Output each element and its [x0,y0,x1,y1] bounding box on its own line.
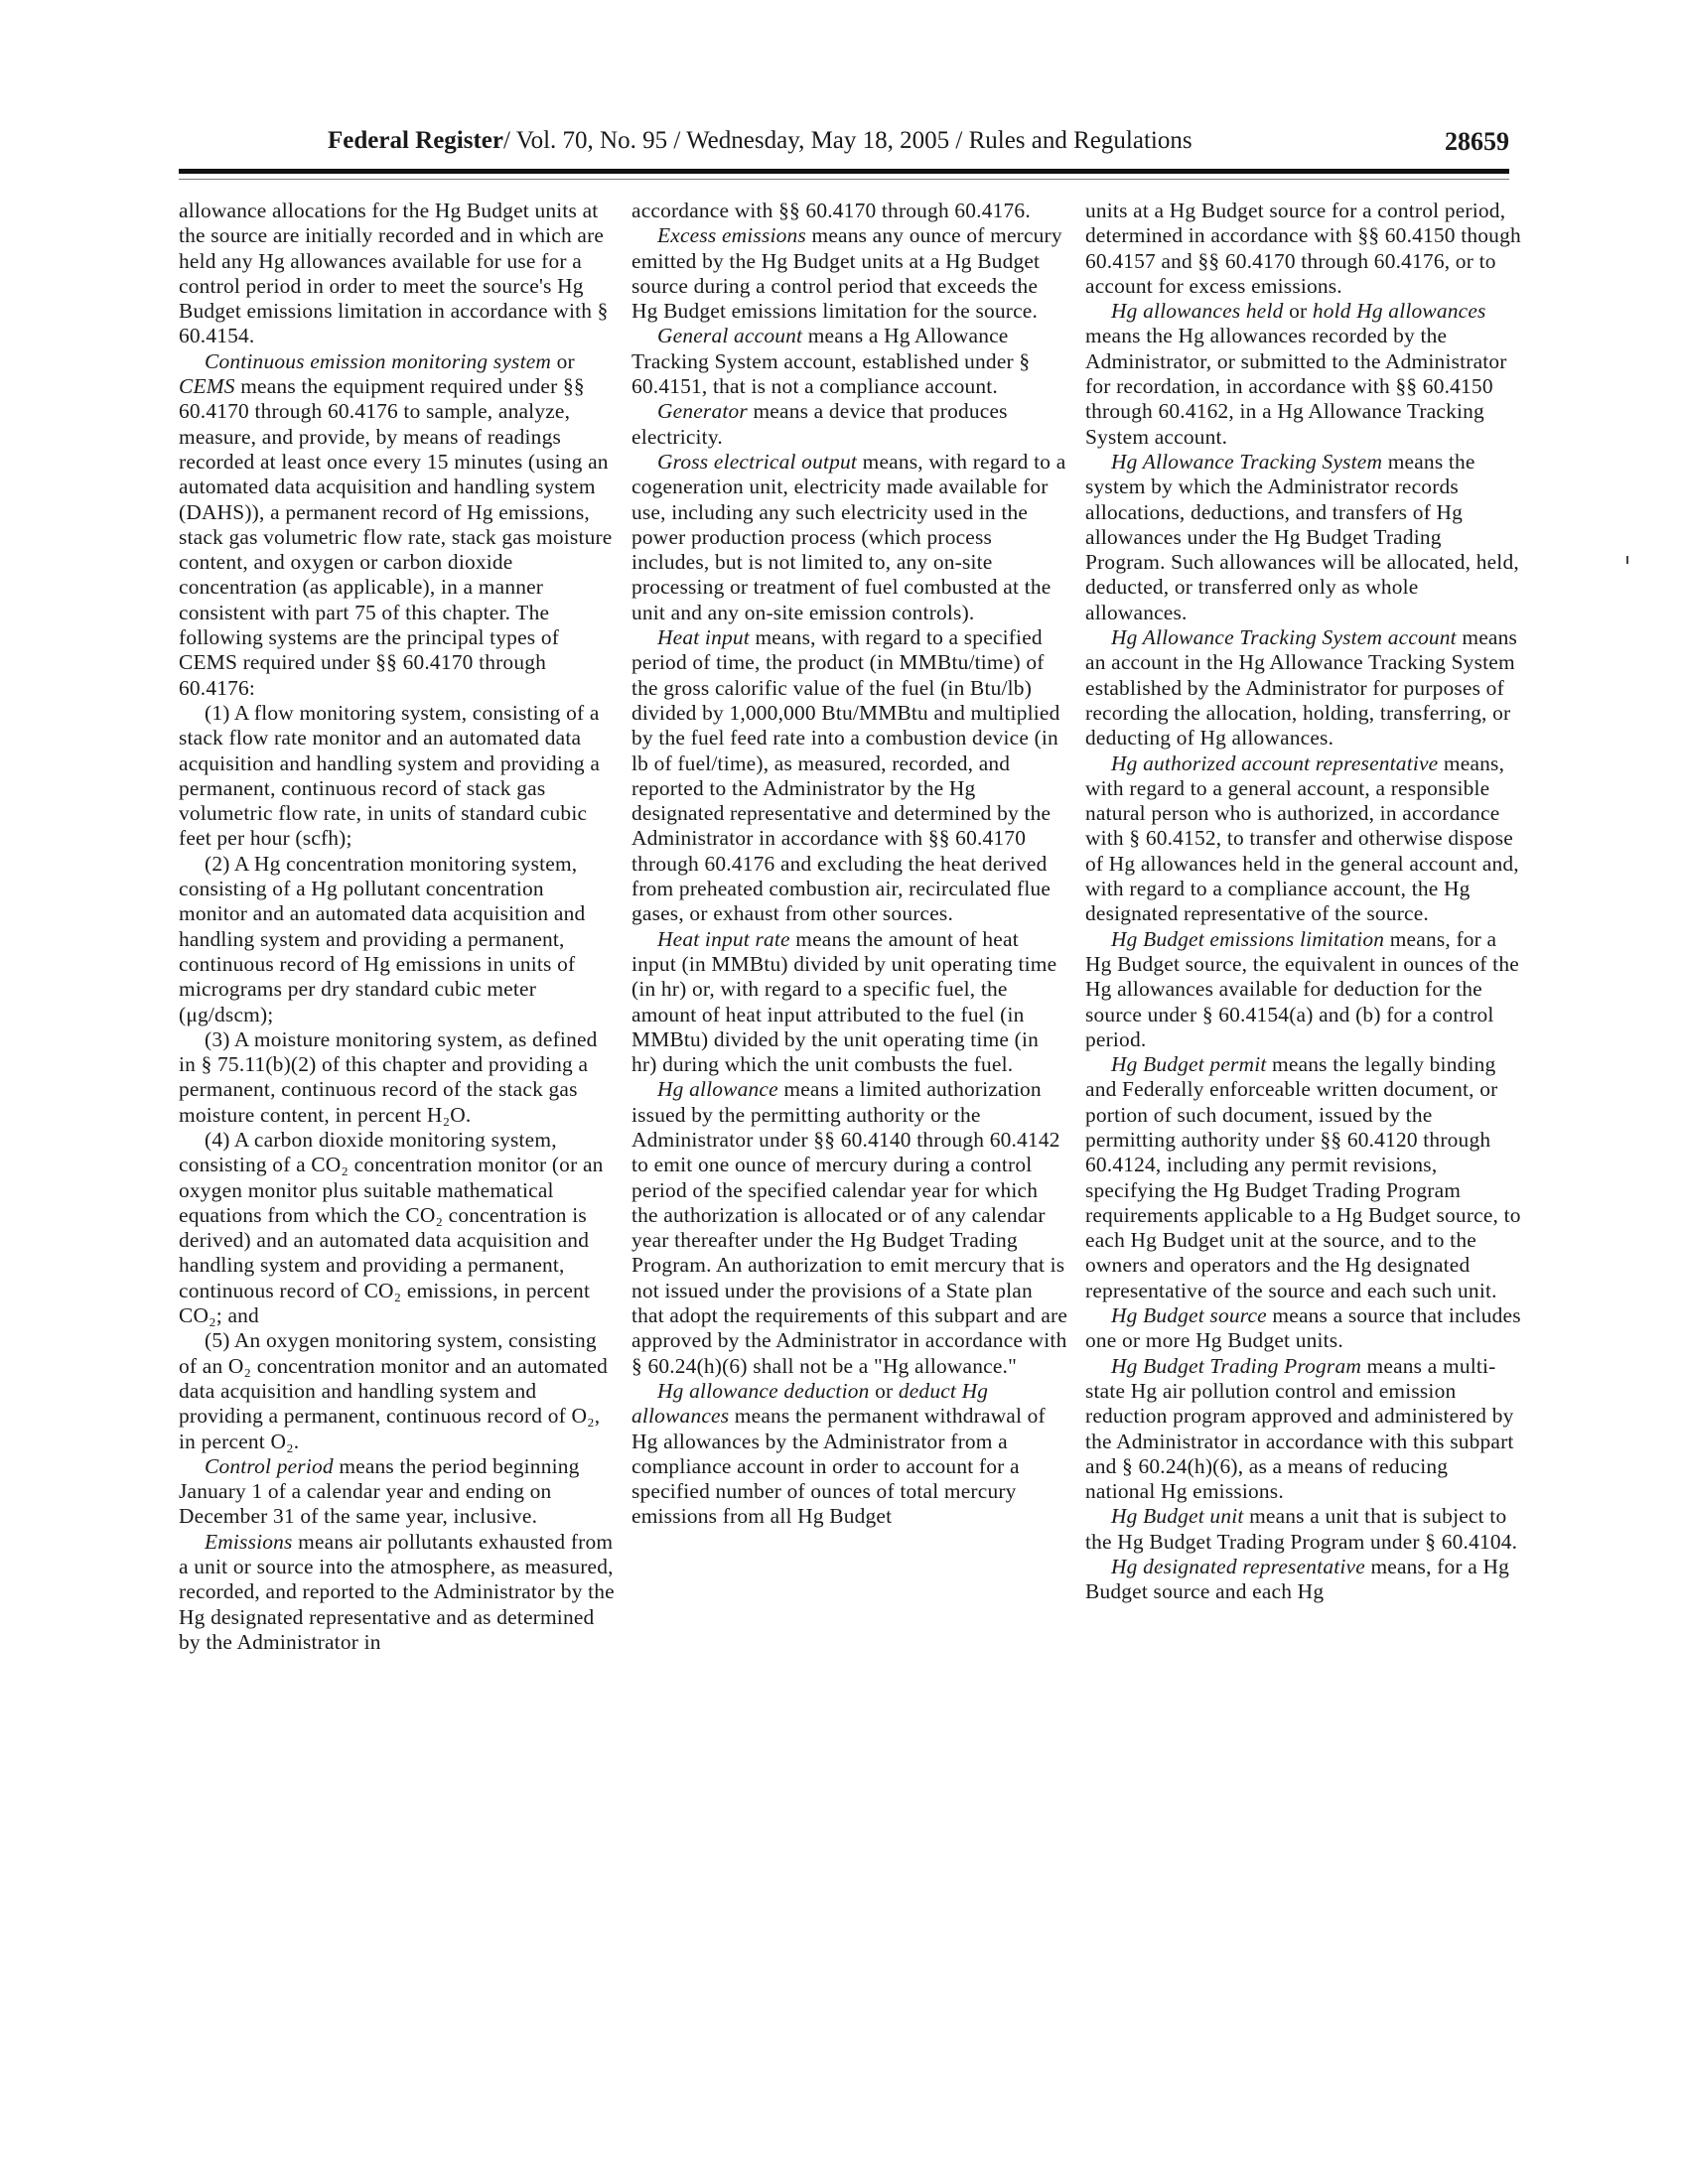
defined-term: Hg authorized account representative [1111,751,1439,775]
definition-paragraph [1085,1303,1522,1354]
defined-term: deduct Hg allowances [632,1378,989,1429]
paragraph: allowance allocations for the Hg Budget units at the source are initially recorded and in which are held any Hg allowances available for use for a control period in order to meet the source's Hg Budget emissions limitation in accordance with § 60.4154. [179,199,609,348]
list-item: (2) A Hg concentration monitoring system, consisting of a Hg pollutant concentration monitor and an automated data acquisition and handling system and providing a permanent, continuous record of Hg emissions in units of micrograms per dry standard cubic meter (μg/dscm); [179,851,586,1026]
definition-paragraph [1085,1354,1522,1505]
running-head [328,127,1193,155]
definition-paragraph [179,1454,616,1530]
definition-paragraph [632,625,1068,927]
definition-paragraph [1085,1504,1522,1555]
definition-text: means, with regard to a general account, a responsible natural person who is authorized, in accordance with § 60.4152, to transfer and otherwise dispose of Hg allowances held in the general account and, with regard to a compliance account, the Hg designated representative of the source. [1085,751,1519,926]
list-item: (1) A flow monitoring system, consisting of a stack flow rate monitor and an automated data acquisition and handling system and providing a permanent, continuous record of stack gas volumetric flow rate, in units of standard cubic feet per hour (scfh); [179,700,601,851]
definition-paragraph [1085,450,1522,625]
definition-text: means a device that produces electricity. [632,399,1008,449]
header-rule [179,169,1509,174]
defined-term: Hg Budget permit [1111,1052,1267,1077]
defined-term: Hg Budget source [1111,1303,1267,1328]
definition-text: means, for a Hg Budget source, the equivalent in ounces of the Hg allowances available for deduction for the source under § 60.4154(a) and (b) for a control period. [1085,926,1519,1051]
definition-paragraph [179,1530,616,1655]
column-1 [179,199,616,1985]
list-item: (4) A carbon dioxide monitoring system, consisting of a CO₂ concentration monitor (or an oxygen monitor plus suitable mathematical equations from which the CO₂ concentration is derived) and an automated data acquisition and handling system and providing a permanent, continuous record of CO₂ emissions, in percent CO₂; and [179,1127,604,1328]
paragraph: accordance with §§ 60.4170 through 60.4176. [632,199,1031,222]
header-rule-thin [179,179,1509,180]
defined-term: General account [657,324,803,348]
defined-term: Hg designated representative [1111,1555,1365,1579]
definition-text: means a unit that is subject to the Hg Budget Trading Program under § 60.4104. [1085,1504,1518,1554]
defined-term: Control period [205,1453,334,1478]
page-header [328,127,1509,167]
definition-text: means the period beginning January 1 of a calendar year and ending on December 31 of the same year, inclusive. [179,1453,580,1529]
definition-text: means, with regard to a specified period of time, the product (in MMBtu/time) of the gross calorific value of the fuel (in Btu/lb) divided by 1,000,000 Btu/MMBtu and multiplied by the fuel feed rate into a combustion device (in lb of fuel/time), as measured, recorded, and reported to the Administrator by the Hg designated representative and determined by the Administrator in accordance with §§ 60.4170 through 60.4176 and excluding the heat derived from preheated combustion air, recirculated flue gases, or exhaust from other sources. [632,625,1060,926]
issue-info: / Vol. 70, No. 95 / Wednesday, May 18, 2005 / Rules and Regulations [503,127,1193,154]
journal-name: Federal Register [328,127,504,154]
definition-text: means any ounce of mercury emitted by the Hg Budget units at a Hg Budget source during a control period that exceeds the Hg Budget emissions limitation for the source. [632,223,1062,324]
definition-paragraph: Hg allowances held or hold Hg allowances means the Hg allowances recorded by the Administrator, or submitted to the Administrator for recordation, in accordance with §§ 60.4150 through 60.4162, in a Hg Allowance Tracking System account. [1085,299,1507,449]
defined-term: Hg allowance [657,1077,778,1102]
definition-paragraph [632,324,1068,399]
definition-text: means the equipment required under §§ 60.4170 through 60.4176 to sample, analyze, measure, and provide, by means of readings recorded at least once every 15 minutes (using an automated data acquisition and handling system (DAHS)), a permanent record of Hg emissions, stack gas volumetric flow rate, stack gas moisture content, and oxygen or carbon dioxide concentration (as applicable), in a manner consistent with part 75 of this chapter. The following systems are the principal types of CEMS required under §§ 60.4170 through 60.4176: [179,374,613,700]
definition-text: means the amount of heat input (in MMBtu) divided by unit operating time (in hr) or, with regard to a specific fuel, the amount of heat input attributed to the fuel (in MMBtu) divided by the unit operating time (in hr) during which the unit combusts the fuel. [632,926,1057,1077]
defined-term: Hg allowances held [1111,299,1284,324]
defined-term: Heat input rate [657,926,790,951]
definition-text: means, with regard to a cogeneration unit, electricity made available for use, including any such electricity used in the power production process (which process includes, but is not limited to, any on-site processing or treatment of fuel combusted at the unit and any on-site emission controls). [632,449,1066,624]
defined-term: Continuous emission monitoring system [205,348,552,373]
defined-term: hold Hg allowances [1312,299,1486,324]
column-3 [1085,199,1522,1985]
definition-paragraph [1085,1052,1522,1303]
definition-paragraph [1085,751,1522,927]
definition-paragraph [632,223,1068,324]
definition-paragraph [632,927,1068,1078]
defined-term: Hg Budget emissions limitation [1111,926,1385,951]
defined-term: Hg allowance deduction [657,1378,870,1403]
definition-paragraph: Hg allowance deduction or deduct Hg allowances means the permanent withdrawal of Hg allowances by the Administrator from a compliance account in order to account for a specified number of ounces of total mercury emissions from all Hg Budget [632,1378,1046,1529]
defined-term: Emissions [205,1529,293,1554]
definition-text: means a source that includes one or more Hg Budget units. [1085,1303,1521,1353]
definition-text: means a limited authorization issued by the permitting authority or the Administrator under §§ 60.4140 through 60.4142 to emit one ounce of mercury during a control period of the specified calendar year for which the authorization is allocated or of any calendar year thereafter under the Hg Budget Trading Program. An authorization to emit mercury that is not issued under the provisions of a State plan that adopt the requirements of this subpart and are approved by the Administrator in accordance with § 60.24(h)(6) shall not be a "Hg allowance." [632,1077,1068,1378]
list-item: (3) A moisture monitoring system, as defined in § 75.11(b)(2) of this chapter and providing a permanent, continuous record of the stack gas moisture content, in percent H₂O. [179,1026,598,1127]
definition-paragraph [1085,927,1522,1052]
column-2 [632,199,1068,1985]
list-item: (5) An oxygen monitoring system, consisting of an O₂ concentration monitor and an automated data acquisition and handling system and providing a permanent, continuous record of O₂, in percent O₂. [179,1328,609,1453]
defined-term: Generator [657,399,748,424]
definition-paragraph [632,450,1068,625]
definition-text: means air pollutants exhausted from a unit or source into the atmosphere, as measured, recorded, and reported to the Administrator by the Hg designated representative and as determined by the Administrator in [179,1529,615,1654]
defined-term: CEMS [179,374,235,399]
defined-term: Hg Allowance Tracking System account [1111,625,1457,650]
defined-term: Excess emissions [657,223,806,248]
definition-paragraph [632,399,1068,450]
page-number: 28659 [1445,127,1509,156]
definition-text: means a Hg Allowance Tracking System account, established under § 60.4151, that is not a compliance account. [632,324,1031,399]
definition-text: means, for a Hg Budget source and each Hg [1085,1555,1510,1604]
definition-paragraph [1085,1555,1522,1605]
definition-text: means the legally binding and Federally enforceable written document, or portion of such document, issued by the permitting authority under §§ 60.4120 through 60.4124, including any permit revisions, specifying the Hg Budget Trading Program requirements applicable to a Hg Budget source, to each Hg Budget unit at the source, and to the owners and operators and the Hg designated representative of the source and each such unit. [1085,1052,1521,1302]
definition-text: means the Hg allowances recorded by the Administrator, or submitted to the Administrator for recordation, in accordance with §§ 60.4150 through 60.4162, in a Hg Allowance Tracking System account. [1085,324,1507,449]
definition-text: means a multi-state Hg air pollution control and emission reduction program approved and administered by the Administrator in accordance with this subpart and § 60.24(h)(6), as a means of reducing national Hg emissions. [1085,1353,1514,1504]
defined-term: Gross electrical output [657,449,858,474]
definition-paragraph: Continuous emission monitoring system or CEMS means the equipment required under §§ 60.4170 through 60.4176 to sample, analyze, measure, and provide, by means of readings recorded at least once every 15 minutes (using an automated data acquisition and handling system (DAHS)), a permanent record of Hg emissions, stack gas volumetric flow rate, stack gas moisture content, and oxygen or carbon dioxide concentration (as applicable), in a manner consistent with part 75 of this chapter. The following systems are the principal types of CEMS required under §§ 60.4170 through 60.4176: [179,348,613,700]
defined-term: Hg Allowance Tracking System [1111,449,1383,474]
defined-term: Hg Budget unit [1111,1504,1244,1529]
definition-paragraph [632,1077,1068,1379]
definition-text: means an account in the Hg Allowance Tracking System established by the Administrator for purposes of recording the allocation, holding, transferring, or deducting of Hg allowances. [1085,625,1518,751]
definition-text: means the permanent withdrawal of Hg allowances by the Administrator from a compliance account in order to account for a specified number of ounces of total mercury emissions from all Hg Budget [632,1404,1046,1529]
scan-mark [1626,556,1628,564]
defined-term: Heat input [657,625,750,650]
defined-term: Hg Budget Trading Program [1111,1353,1361,1378]
definition-text: means the system by which the Administrator records allocations, deductions, and transfers of Hg allowances under the Hg Budget Trading Program. Such allowances will be allocated, held, deducted, or transferred only as whole allowances. [1085,449,1519,624]
definition-paragraph [1085,625,1522,751]
paragraph: units at a Hg Budget source for a control period, determined in accordance with §§ 60.4150 though 60.4157 and §§ 60.4170 through 60.4176, or to account for excess emissions. [1085,199,1521,298]
